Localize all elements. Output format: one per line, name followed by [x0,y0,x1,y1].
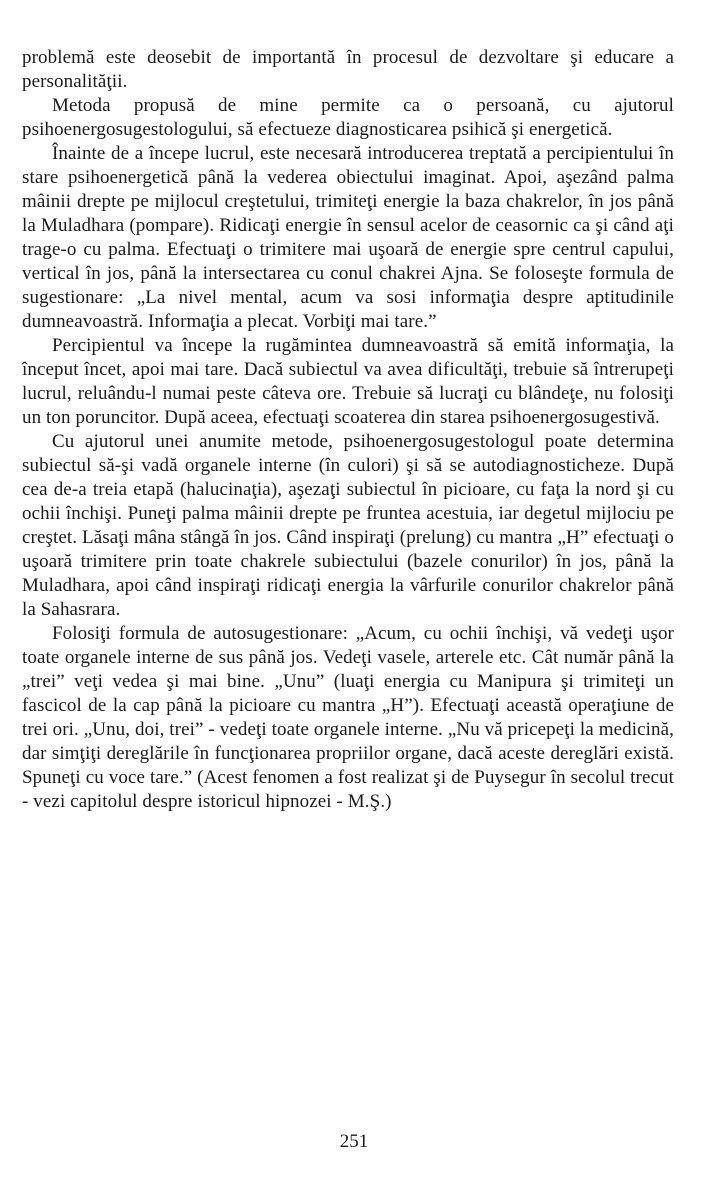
paragraph: Percipientul va începe la rugămintea dumneavoastră să emită informaţia, la început încet, apoi mai tare. Dacă subiectul va avea dificultăţi, trebuie să întrerupeţi lucrul, reluându-l numai peste câteva ore. Trebuie să lucraţi cu blândeţe, nu folosiţi un ton poruncitor. După aceea, efectuaţi scoaterea din starea psihoenergosugestivă. [22,335,674,428]
paragraph: Cu ajutorul unei anumite metode, psihoenergosugestologul poate determina subiectul să-şi vadă organele interne (în culori) şi să se autodiagnosticheze. După cea de-a treia etapă (halucinaţia), aşezaţi subiectul în picioare, cu faţa la nord şi cu ochii închişi. Puneţi palma mâinii drepte pe fruntea acestuia, iar degetul mijlociu pe creştet. Lăsaţi mâna stângă în jos. Când inspiraţi (prelung) cu mantra „H” efectuaţi o uşoară trimitere prin toate chakrele subiectului (bazele conurilor) în jos, până la Muladhara, apoi când inspiraţi ridicaţi energia la vârfurile conurilor chakrelor până la Sahasrara. [22,431,674,620]
paragraph: Metoda propusă de mine permite ca o persoană, cu ajutorul psihoenergosugestologului, să efectueze diagnosticarea psihică şi energetică. [22,95,674,140]
body-text [22,46,674,814]
paragraph: Înainte de a începe lucrul, este necesară introducerea treptată a percipientului în stare psihoenergetică până la vederea obiectului imaginat. Apoi, aşezând palma mâinii drepte pe mijlocul creştetului, trimiteţi energie la baza chakrelor, în jos până la Muladhara (pompare). Ridicaţi energie în sensul acelor de ceasornic ca şi când aţi trage-o cu palma. Efectuaţi o trimitere mai uşoară de energie spre centrul capului, vertical în jos, până la intersectarea cu conul chakrei Ajna. Se foloseşte formula de sugestionare: „La nivel mental, acum va sosi informaţia despre aptitudinile dumneavoastră. Informaţia a plecat. Vorbiţi mai tare.” [22,143,674,332]
page-number: 251 [339,1131,369,1152]
paragraph-continued: problemă este deosebit de importantă în procesul de dezvoltare şi educare a personalităţii. [22,47,674,92]
paragraph: Folosiţi formula de autosugestionare: „Acum, cu ochii închişi, vă vedeţi uşor toate organele interne de sus până jos. Vedeţi vasele, arterele etc. Cât număr până la „trei” veţi vedea şi mai bine. „Unu” (luaţi energia cu Manipura şi trimiteţi un fascicol de la cap până la picioare cu mantra „H”). Efectuaţi această operaţiune de trei ori. „Unu, doi, trei” - vedeţi toate organele interne. „Nu vă pricepeţi la medicină, dar simţiţi dereglările în funcţionarea propriilor organe, dacă aceste dereglări există. Spuneţi cu voce tare.” (Acest fenomen a fost realizat şi de Puysegur în secolul trecut - vezi capitolul despre istoricul hipnozei - M.Ş.) [22,623,674,812]
